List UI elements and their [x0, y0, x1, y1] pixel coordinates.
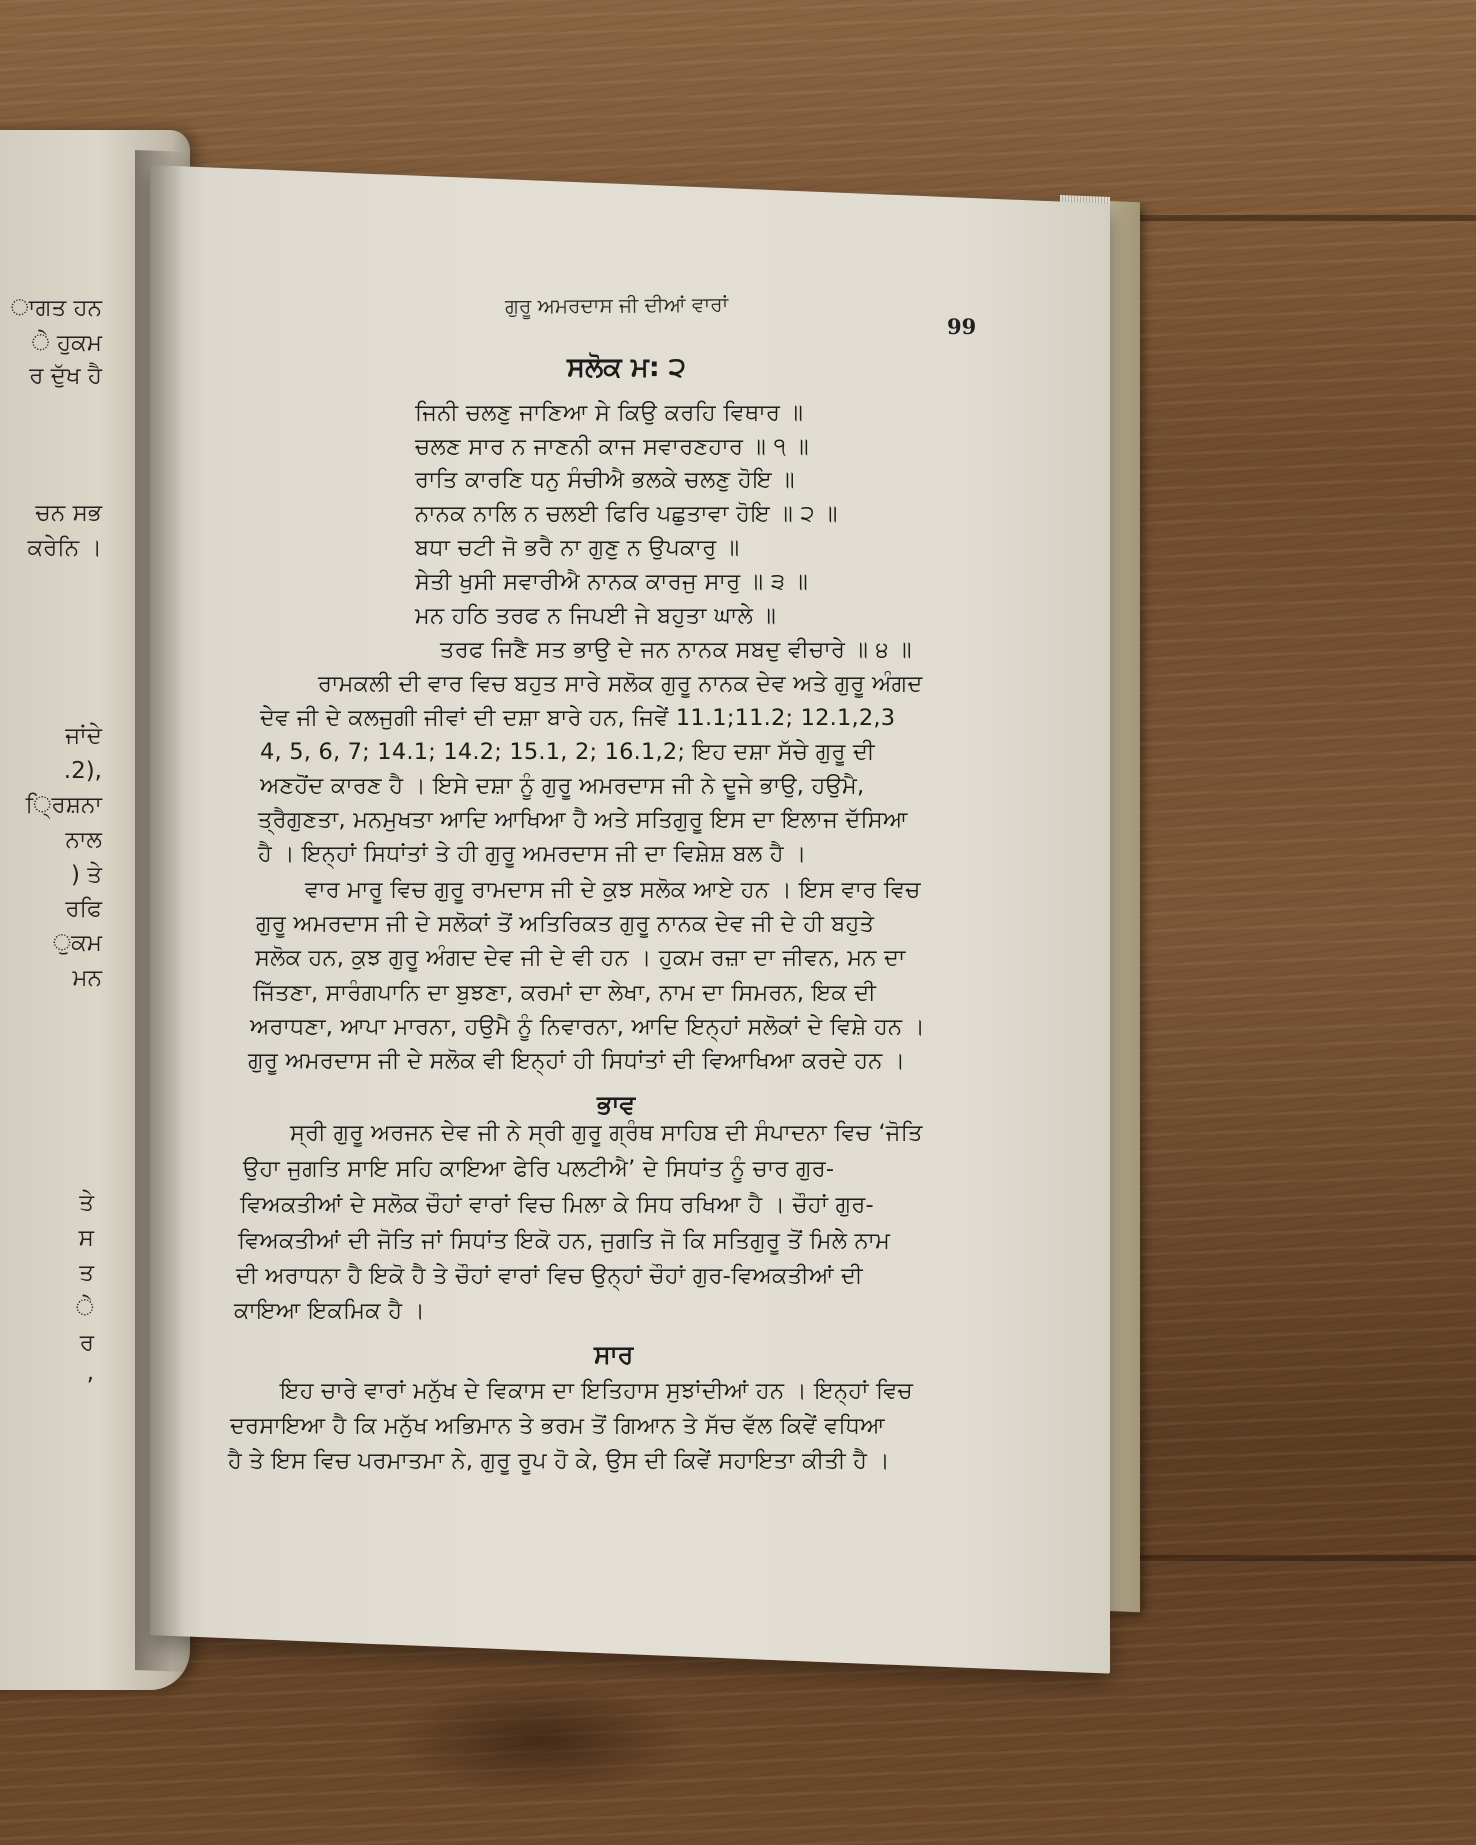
left-page-fragment: ਨਾਲ — [65, 827, 102, 853]
running-header: ਗੁਰੂ ਅਮਰਦਾਸ ਜੀ ਦੀਆਂ ਵਾਰਾਂ — [504, 292, 729, 318]
left-page-fragment: ਰਫਿ — [65, 896, 102, 922]
bhav-heading: ਭਾਵ — [597, 1090, 636, 1119]
paragraph-line: ਗੁਰੂ ਅਮਰਦਾਸ ਜੀ ਦੇ ਸਲੋਕਾਂ ਤੋਂ ਅਤਿਰਿਕਤ ਗੁਰੂ ਨਾਨਕ ਦੇਵ ਜੀ ਦੇ ਹੀ ਬਹੁਤੇ — [256, 911, 875, 937]
paragraph-line: ਜਿੱਤਣਾ, ਸਾਰੰਗਪਾਨਿ ਦਾ ਬੁਝਣਾ, ਕਰਮਾਂ ਦਾ ਲੇਖਾ, ਨਾਮ ਦਾ ਸਿਮਰਨ, ਇਕ ਦੀ — [253, 980, 877, 1006]
paragraph-line: ਦੇਵ ਜੀ ਦੇ ਕਲਜੁਗੀ ਜੀਵਾਂ ਦੀ ਦਸ਼ਾ ਬਾਰੇ ਹਨ, ਜਿਵੇਂ 11.1;11.2; 12.1,2,3 — [260, 705, 896, 731]
left-page-fragment: ਚਨ ਸਭ — [35, 500, 102, 526]
page-number: 99 — [947, 314, 977, 339]
verse-line: ਮਨ ਹਠਿ ਤਰਫ ਨ ਜਿਪਈ ਜੇ ਬਹੁਤਾ ਘਾਲੇ ॥ — [415, 603, 777, 629]
paragraph-line: ਅਰਾਧਣਾ, ਆਪਾ ਮਾਰਨਾ, ਹਉਮੈ ਨੂੰ ਨਿਵਾਰਨਾ, ਆਦਿ ਇਨ੍ਹਾਂ ਸਲੋਕਾਂ ਦੇ ਵਿਸ਼ੇ ਹਨ । — [250, 1014, 925, 1040]
paragraph-line: ਕਾਇਆ ਇਕਮਿਕ ਹੈ । — [234, 1298, 425, 1324]
verse-line: ਚਲਣ ਸਾਰ ਨ ਜਾਣਨੀ ਕਾਜ ਸਵਾਰਣਹਾਰ ॥ ੧ ॥ — [415, 434, 810, 460]
verse-line: ਬਧਾ ਚਟੀ ਜੋ ਭਰੈ ਨਾ ਗੁਣੁ ਨ ਉਪਕਾਰੁ ॥ — [415, 535, 740, 561]
paragraph-line: ਇਹ ਚਾਰੇ ਵਾਰਾਂ ਮਨੁੱਖ ਦੇ ਵਿਕਾਸ ਦਾ ਇਤਿਹਾਸ ਸੁਝਾਂਦੀਆਂ ਹਨ । ਇਨ੍ਹਾਂ ਵਿਚ — [280, 1378, 913, 1404]
paragraph-line: ਵਿਅਕਤੀਆਂ ਦੀ ਜੋਤਿ ਜਾਂ ਸਿਧਾਂਤ ਇਕੋ ਹਨ, ਜੁਗਤਿ ਜੋ ਕਿ ਸਤਿਗੁਰੂ ਤੋਂ ਮਿਲੇ ਨਾਮ — [238, 1228, 891, 1254]
verse-line: ਜਿਨੀ ਚਲਣੁ ਜਾਣਿਆ ਸੇ ਕਿਉ ਕਰਹਿ ਵਿਥਾਰ ॥ — [415, 400, 804, 426]
left-page-fragment: ਸ — [78, 1225, 94, 1251]
paragraph-line: ਉਹਾ ਜੁਗਤਿ ਸਾਇ ਸਹਿ ਕਾਇਆ ਫੇਰਿ ਪਲਟੀਐ’ ਦੇ ਸਿਧਾਂਤ ਨੂੰ ਚਾਰ ਗੁਰ- — [243, 1156, 835, 1182]
left-page-fragment: ) ਤੇ — [70, 862, 102, 888]
paragraph-line: ਦਰਸਾਇਆ ਹੈ ਕਿ ਮਨੁੱਖ ਅਭਿਮਾਨ ਤੇ ਭਰਮ ਤੋਂ ਗਿਆਨ ਤੇ ਸੱਚ ਵੱਲ ਕਿਵੇਂ ਵਧਿਆ — [230, 1413, 885, 1439]
paragraph-line: ਵਿਅਕਤੀਆਂ ਦੇ ਸਲੋਕ ਚੌਹਾਂ ਵਾਰਾਂ ਵਿਚ ਮਿਲਾ ਕੇ ਸਿਧ ਰਖਿਆ ਹੈ । ਚੌਹਾਂ ਗੁਰ- — [240, 1192, 874, 1218]
verse-line: ਤਰਫ ਜਿਣੈ ਸਤ ਭਾਉ ਦੇ ਜਨ ਨਾਨਕ ਸਬਦੁ ਵੀਚਾਰੇ ॥ ੪ ॥ — [440, 637, 912, 663]
left-page-fragment: ਤ — [79, 1260, 94, 1286]
paragraph-line: ਸ੍ਰੀ ਗੁਰੂ ਅਰਜਨ ਦੇਵ ਜੀ ਨੇ ਸ੍ਰੀ ਗੁਰੂ ਗ੍ਰੰਥ ਸਾਹਿਬ ਦੀ ਸੰਪਾਦਨਾ ਵਿਚ ‘ਜੋਤਿ — [290, 1120, 923, 1146]
paragraph-line: ਹੈ । ਇਨ੍ਹਾਂ ਸਿਧਾਂਤਾਂ ਤੇ ਹੀ ਗੁਰੂ ਅਮਰਦਾਸ ਜੀ ਦਾ ਵਿਸ਼ੇਸ਼ ਬਲ ਹੈ । — [258, 841, 807, 867]
paragraph-line: ਅਣਹੋਂਦ ਕਾਰਣ ਹੈ । ਇਸੇ ਦਸ਼ਾ ਨੂੰ ਗੁਰੂ ਅਮਰਦਾਸ ਜੀ ਨੇ ਦੂਜੇ ਭਾਉ, ਹਉਮੈ, — [260, 773, 865, 799]
left-page-fragment: ਾਗਤ ਹਨ — [10, 295, 102, 321]
left-page-fragment: ਮਨ — [72, 965, 102, 991]
verse-line: ਰਾਤਿ ਕਾਰਣਿ ਧਨੁ ਸੰਚੀਐ ਭਲਕੇ ਚਲਣੁ ਹੋਇ ॥ — [415, 467, 795, 493]
left-page-fragment: ਰ ਦੁੱਖ ਹੈ — [29, 363, 102, 389]
left-page-fragment: ੍ਰਿਸ਼ਨਾ — [25, 792, 102, 818]
paragraph-line: ਵਾਰ ਮਾਰੂ ਵਿਚ ਗੁਰੂ ਰਾਮਦਾਸ ਜੀ ਦੇ ਕੁਝ ਸਲੋਕ ਆਏ ਹਨ । ਇਸ ਵਾਰ ਵਿਚ — [305, 877, 921, 903]
verse-line: ਸੇਤੀ ਖੁਸੀ ਸਵਾਰੀਐ ਨਾਨਕ ਕਾਰਜੁ ਸਾਰੁ ॥ ੩ ॥ — [415, 569, 809, 595]
left-page-fragment: .2), — [63, 758, 102, 784]
paragraph-line: 4, 5, 6, 7; 14.1; 14.2; 15.1, 2; 16.1,2; ਇਹ ਦਸ਼ਾ ਸੱਚੇ ਗੁਰੂ ਦੀ — [260, 739, 875, 765]
paragraph-line: ਦੀ ਅਰਾਧਨਾ ਹੈ ਇਕੋ ਹੈ ਤੇ ਚੌਹਾਂ ਵਾਰਾਂ ਵਿਚ ਉਨ੍ਹਾਂ ਚੌਹਾਂ ਗੁਰ-ਵਿਅਕਤੀਆਂ ਦੀ — [236, 1263, 863, 1289]
saar-heading: ਸਾਰ — [594, 1340, 634, 1369]
left-page-fragment: ਜਾਂਦੇ — [65, 723, 102, 749]
left-page-fragment: , — [86, 1360, 94, 1386]
left-page-fragment: ੁਕਮ — [52, 930, 102, 956]
left-page-fragment: ਕਰੇਨਿ । — [27, 535, 102, 561]
paragraph-line: ਗੁਰੂ ਅਮਰਦਾਸ ਜੀ ਦੇ ਸਲੋਕ ਵੀ ਇਨ੍ਹਾਂ ਹੀ ਸਿਧਾਂਤਾਂ ਦੀ ਵਿਆਖਿਆ ਕਰਦੇ ਹਨ । — [248, 1048, 906, 1074]
slok-heading: ਸਲੋਕ ਮ: ੨ — [567, 352, 686, 383]
paragraph-line: ਸਲੋਕ ਹਨ, ਕੁਝ ਗੁਰੂ ਅੰਗਦ ਦੇਵ ਜੀ ਦੇ ਵੀ ਹਨ । ਹੁਕਮ ਰਜ਼ਾ ਦਾ ਜੀਵਨ, ਮਨ ਦਾ — [255, 945, 906, 971]
paragraph-line: ਤ੍ਰੈਗੁਣਤਾ, ਮਨਮੁਖਤਾ ਆਦਿ ਆਖਿਆ ਹੈ ਅਤੇ ਸਤਿਗੁਰੂ ਇਸ ਦਾ ਇਲਾਜ ਦੱਸਿਆ — [258, 807, 908, 833]
left-page-fragment: ੇ — [75, 1295, 94, 1321]
paragraph-line: ਹੈ ਤੇ ਇਸ ਵਿਚ ਪਰਮਾਤਮਾ ਨੇ, ਗੁਰੂ ਰੂਪ ਹੋ ਕੇ, ਉਸ ਦੀ ਕਿਵੇਂ ਸਹਾਇਤਾ ਕੀਤੀ ਹੈ । — [228, 1448, 890, 1474]
verse-line: ਨਾਨਕ ਨਾਲਿ ਨ ਚਲਈ ਫਿਰਿ ਪਛੁਤਾਵਾ ਹੋਇ ॥ ੨ ॥ — [415, 501, 838, 527]
left-page-fragment: ਰ — [79, 1330, 94, 1356]
left-page-fragment: ੇ ਹੁਕਮ — [31, 330, 102, 356]
paragraph-line: ਰਾਮਕਲੀ ਦੀ ਵਾਰ ਵਿਚ ਬਹੁਤ ਸਾਰੇ ਸਲੋਕ ਗੁਰੂ ਨਾਨਕ ਦੇਵ ਅਤੇ ਗੁਰੂ ਅੰਗਦ — [318, 671, 923, 697]
left-page-fragment: ਤੇ — [79, 1190, 94, 1216]
